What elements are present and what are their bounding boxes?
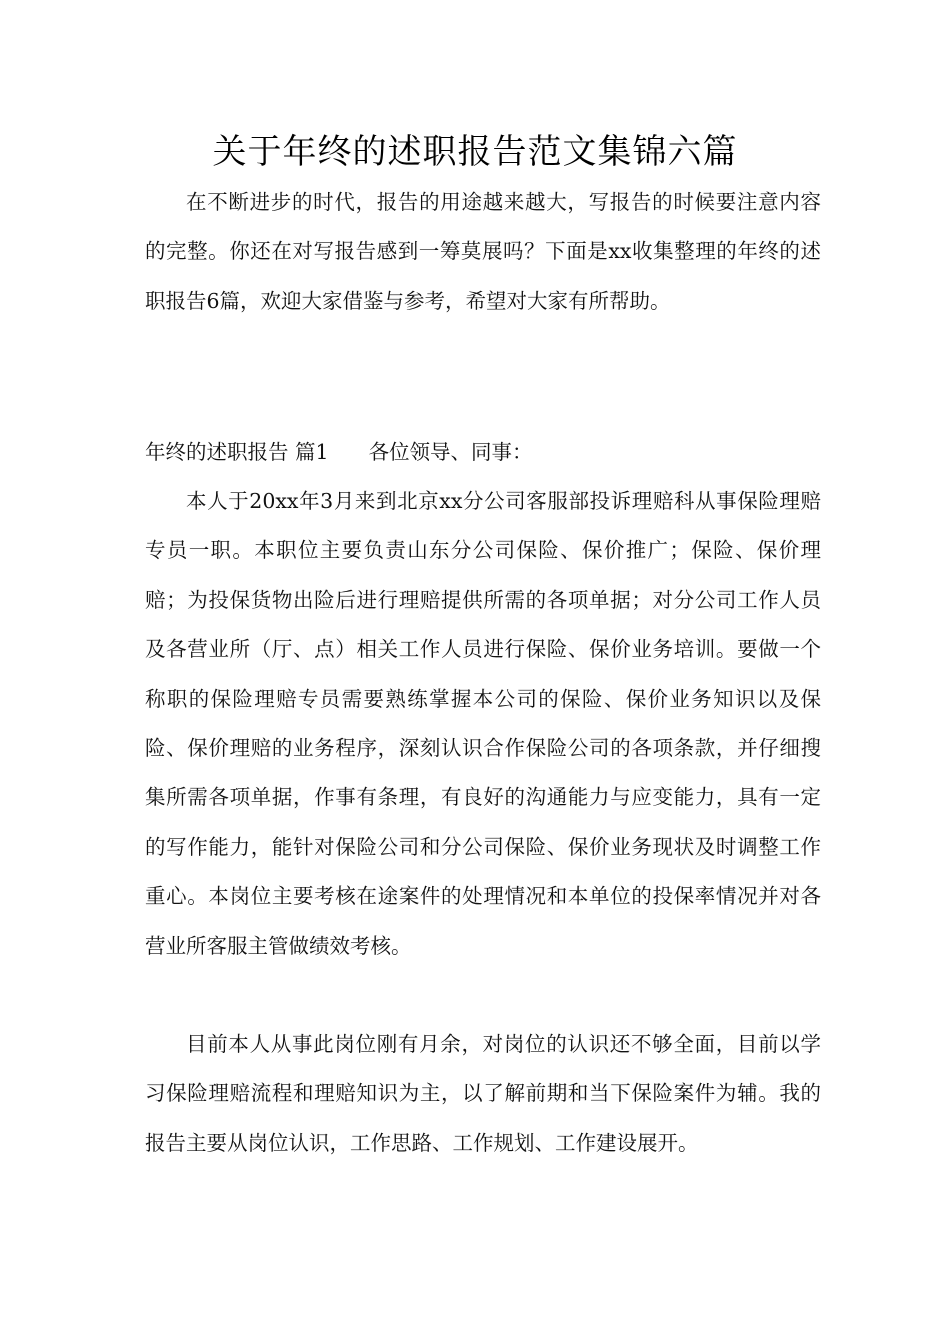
body-paragraph-1: 本人于20xx年3月来到北京xx分公司客服部投诉理赔科从事保险理赔专员一职。本职位主要负责山东分公司保险、保价推广；保险、保价理赔；为投保货物出险后进行理赔提供所需的各项单据；对分公司工作人员及各营业所（厅、点）相关工作人员进行保险、保价业务培训。要做一个称职的保险理赔专员需要熟练掌握本公司的保险、保价业务知识以及保险、保价理赔的业务程序，深刻认识合作保险公司的各项条款，并仔细搜集所需各项单据，作事有条理，有良好的沟通能力与应变能力，具有一定的写作能力，能针对保险公司和分公司保险、保价业务现状及时调整工作重心。本岗位主要考核在途案件的处理情况和本单位的投保率情况并对各营业所客服主管做绩效考核。 bbox=[145, 489, 821, 958]
section-heading-line bbox=[145, 428, 821, 477]
intro-paragraph: 在不断进步的时代，报告的用途越来越大，写报告的时候要注意内容的完整。你还在对写报告感到一筹莫展吗？下面是xx收集整理的年终的述职报告6篇，欢迎大家借鉴与参考，希望对大家有所帮助。 bbox=[145, 190, 821, 313]
section-heading: 年终的述职报告 篇1 bbox=[145, 440, 329, 464]
salutation: 各位领导、同事： bbox=[368, 440, 533, 464]
body-paragraph-2: 目前本人从事此岗位刚有月余，对岗位的认识还不够全面，目前以学习保险理赔流程和理赔知识为主，以了解前期和当下保险案件为辅。我的报告主要从岗位认识，工作思路、工作规划、工作建设展开。 bbox=[145, 1032, 821, 1155]
document-title: 关于年终的述职报告范文集锦六篇 bbox=[212, 132, 738, 172]
